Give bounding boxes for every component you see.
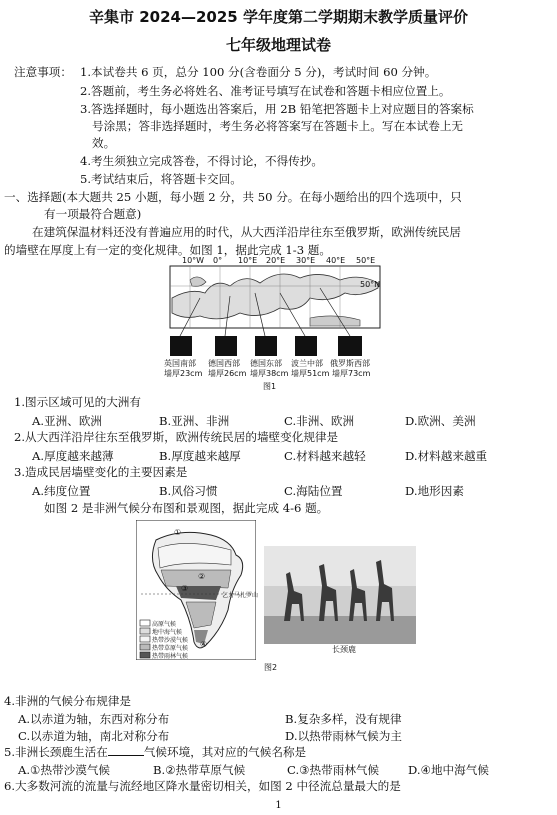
q4-option-c: C.以赤道为轴，南北对称分布 [18,729,170,743]
q5-stem-after: 气候环境，其对应的气候名称是 [143,745,307,759]
q1-option-a: A.亚洲、欧洲 [32,414,103,428]
question-4: 4.非洲的气候分布规律是 [4,694,131,708]
intro-text-cont: 的墙壁在厚度上有一定的变化规律。如图 1，据此完成 1-3 题。 [4,243,331,257]
q5-blank [108,745,144,756]
legend-item: 高原气候 [152,621,177,628]
figure-1 [160,258,385,393]
lon-label: 20°E [266,256,286,265]
q2-option-c: C.材料越来越轻 [284,449,366,463]
wall-thickness: 墙厚26cm [208,369,247,378]
intro-text: 在建筑保温材料还没有普遍应用的时代，从大西洋沿岸往东至俄罗斯，欧洲传统民居 [32,225,461,239]
page-title: 辛集市 2024—2025 学年度第二学期期末教学质量评价 [89,8,468,26]
notice-item-2: 2.答题前，考生务必将姓名、准考证号填写在试卷和答题卡相应位置上。 [80,84,451,98]
wall-block [338,336,362,356]
q3-option-c: C.海陆位置 [284,484,343,498]
giraffe-photo [264,546,416,644]
q4-option-a: A.以赤道为轴，东西对称分布 [18,712,170,726]
q3-option-a: A.纬度位置 [32,484,91,498]
photo-caption: 长颈鹿 [332,645,356,654]
place-label: 乞力马扎罗山 [222,592,259,599]
q5-option-d: D.④地中海气候 [408,763,489,777]
notice-item-4: 4.考生须独立完成答卷，不得讨论，不得传抄。 [80,154,323,168]
notice-item-3-cont: 号涂黑；答非选择题时，考生务必将答案写在答题卡上。写在本试卷上无 [92,119,464,133]
q2-option-b: B.厚度越来越厚 [159,449,241,463]
figure-2 [136,520,426,670]
lon-label: 30°E [296,256,316,265]
page-number: 1 [275,800,282,811]
legend-item: 热带草原气候 [152,645,189,652]
wall-region: 波兰中部 [291,359,323,368]
lon-label: 10°W [182,256,205,265]
question-2: 2.从大西洋沿岸往东至俄罗斯，欧洲传统民居的墙壁变化规律是 [14,430,339,444]
q3-option-b: B.风俗习惯 [159,484,218,498]
q5-stem-before: 5.非洲长颈鹿生活在 [4,745,108,759]
wall-thickness: 墙厚23cm [164,369,203,378]
lon-label: 50°E [356,256,376,265]
wall-region: 英国南部 [164,359,196,368]
legend-item: 地中海气候 [152,629,183,636]
question-3: 3.造成民居墙壁变化的主要因素是 [14,465,188,479]
notice-item-1: 1.本试卷共 6 页，总分 100 分(含卷面分 5 分)，考试时间 60 分钟。 [80,65,437,79]
wall-region: 俄罗斯西部 [330,359,370,368]
lon-label: 0° [213,256,223,265]
notice-item-3-cont2: 效。 [92,136,116,150]
q3-option-d: D.地形因素 [405,484,464,498]
wall-block [215,336,237,356]
lon-label: 40°E [326,256,346,265]
notice-item-3: 3.答选择题时，每小题选出答案后，用 2B 铅笔把答题卡上对应题目的答案标 [80,102,474,116]
wall-block [295,336,317,356]
q5-option-a: A.①热带沙漠气候 [18,763,111,777]
q2-option-d: D.材料越来越重 [405,449,488,463]
lat-label: 50°N [360,280,381,289]
map-label: ③ [181,584,189,593]
q4-option-d: D.以热带雨林气候为主 [285,729,402,743]
legend-item: 热带沙漠气候 [152,637,189,644]
lon-label: 10°E [238,256,258,265]
section-heading: 一、选择题(本大题共 25 小题，每小题 2 分，共 50 分。在每小题给出的四个选项中，只 [4,190,462,204]
question-6: 6.大多数河流的流量与流经地区降水量密切相关，如图 2 中径流总量最大的是 [4,779,401,793]
wall-thickness: 墙厚51cm [291,369,330,378]
question-1: 1.图示区域可见的大洲有 [14,395,141,409]
wall-thickness: 墙厚73cm [332,369,371,378]
figure-1-caption: 图1 [263,382,277,391]
q2-option-a: A.厚度越来越薄 [32,449,114,463]
q1-option-d: D.欧洲、美洲 [405,414,476,428]
notice-label: 注意事项： [14,65,72,79]
wall-thickness: 墙厚38cm [250,369,289,378]
notice-item-5: 5.考试结束后，将答题卡交回。 [80,172,242,186]
map-label: ① [174,528,182,537]
question-5 [4,745,306,760]
wall-block [170,336,192,356]
legend-item: 热带雨林气候 [152,653,189,660]
wall-region: 德国西部 [208,359,240,368]
intro-figure-2: 如图 2 是非洲气候分布图和景观图，据此完成 4-6 题。 [44,501,329,515]
map-label: ② [198,572,206,581]
figure-2-caption: 图2 [264,663,278,672]
section-heading-cont: 有一项最符合题意) [44,207,142,221]
q5-option-b: B.②热带草原气候 [153,763,246,777]
q4-option-b: B.复杂多样，没有规律 [285,712,402,726]
q5-option-c: C.③热带雨林气候 [287,763,380,777]
q1-option-b: B.亚洲、非洲 [159,414,230,428]
q1-option-c: C.非洲、欧洲 [284,414,355,428]
map-label: ④ [200,640,208,649]
wall-block [255,336,277,356]
page-subtitle: 七年级地理试卷 [225,36,331,54]
wall-region: 德国东部 [250,359,282,368]
